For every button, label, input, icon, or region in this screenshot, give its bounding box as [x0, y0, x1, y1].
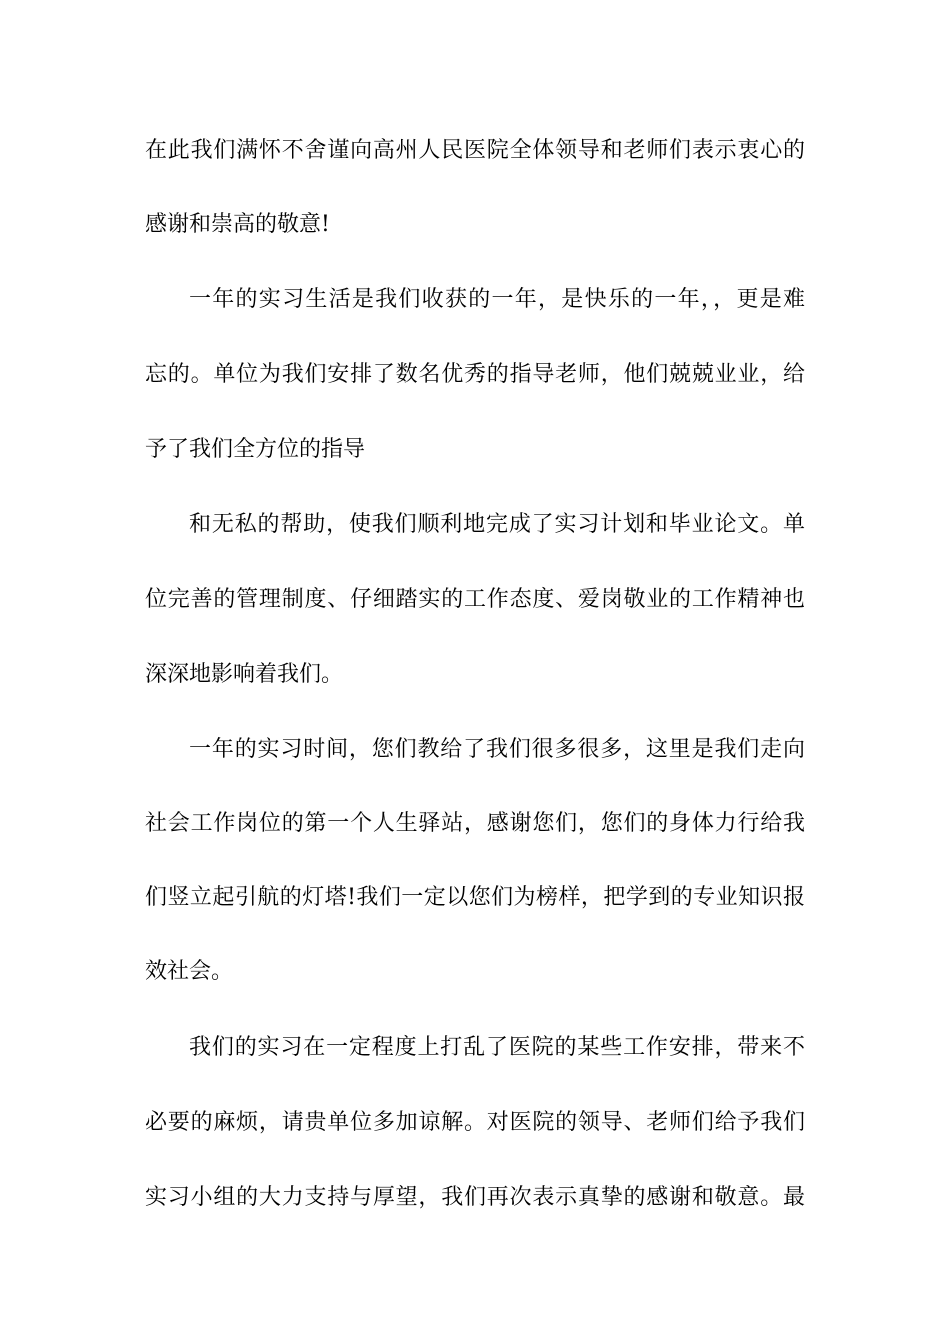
text-line: 效社会。: [145, 959, 234, 984]
text-line: 社会工作岗位的第一个人生驿站，感谢您们，您们的身体力行给我: [145, 811, 805, 836]
text-line: 深深地影响着我们。: [145, 662, 344, 687]
text-line: 必要的麻烦，请贵单位多加谅解。对医院的领导、老师们给予我们: [145, 1110, 805, 1135]
paragraph-first-line: 我们的实习在一定程度上打乱了医院的某些工作安排，带来不: [189, 1035, 805, 1060]
text-line: 感谢和崇高的敬意!: [145, 212, 330, 237]
paragraph-first-line: 一年的实习生活是我们收获的一年，是快乐的一年，，更是难: [189, 287, 805, 312]
text-line: 忘的。单位为我们安排了数名优秀的指导老师，他们兢兢业业，给: [145, 362, 805, 387]
text-line: 实习小组的大力支持与厚望，我们再次表示真挚的感谢和敬意。最: [145, 1185, 805, 1210]
text-line: 予了我们全方位的指导: [145, 437, 366, 462]
paragraph-first-line: 和无私的帮助，使我们顺利地完成了实习计划和毕业论文。单: [189, 512, 805, 537]
paragraph-first-line: 一年的实习时间，您们教给了我们很多很多，这里是我们走向: [189, 737, 805, 762]
text-line: 们竖立起引航的灯塔!我们一定以您们为榜样，把学到的专业知识报: [145, 885, 805, 910]
text-line: 位完善的管理制度、仔细踏实的工作态度、爱岗敬业的工作精神也: [145, 587, 805, 612]
text-line: 在此我们满怀不舍谨向高州人民医院全体领导和老师们表示衷心的: [145, 138, 805, 163]
